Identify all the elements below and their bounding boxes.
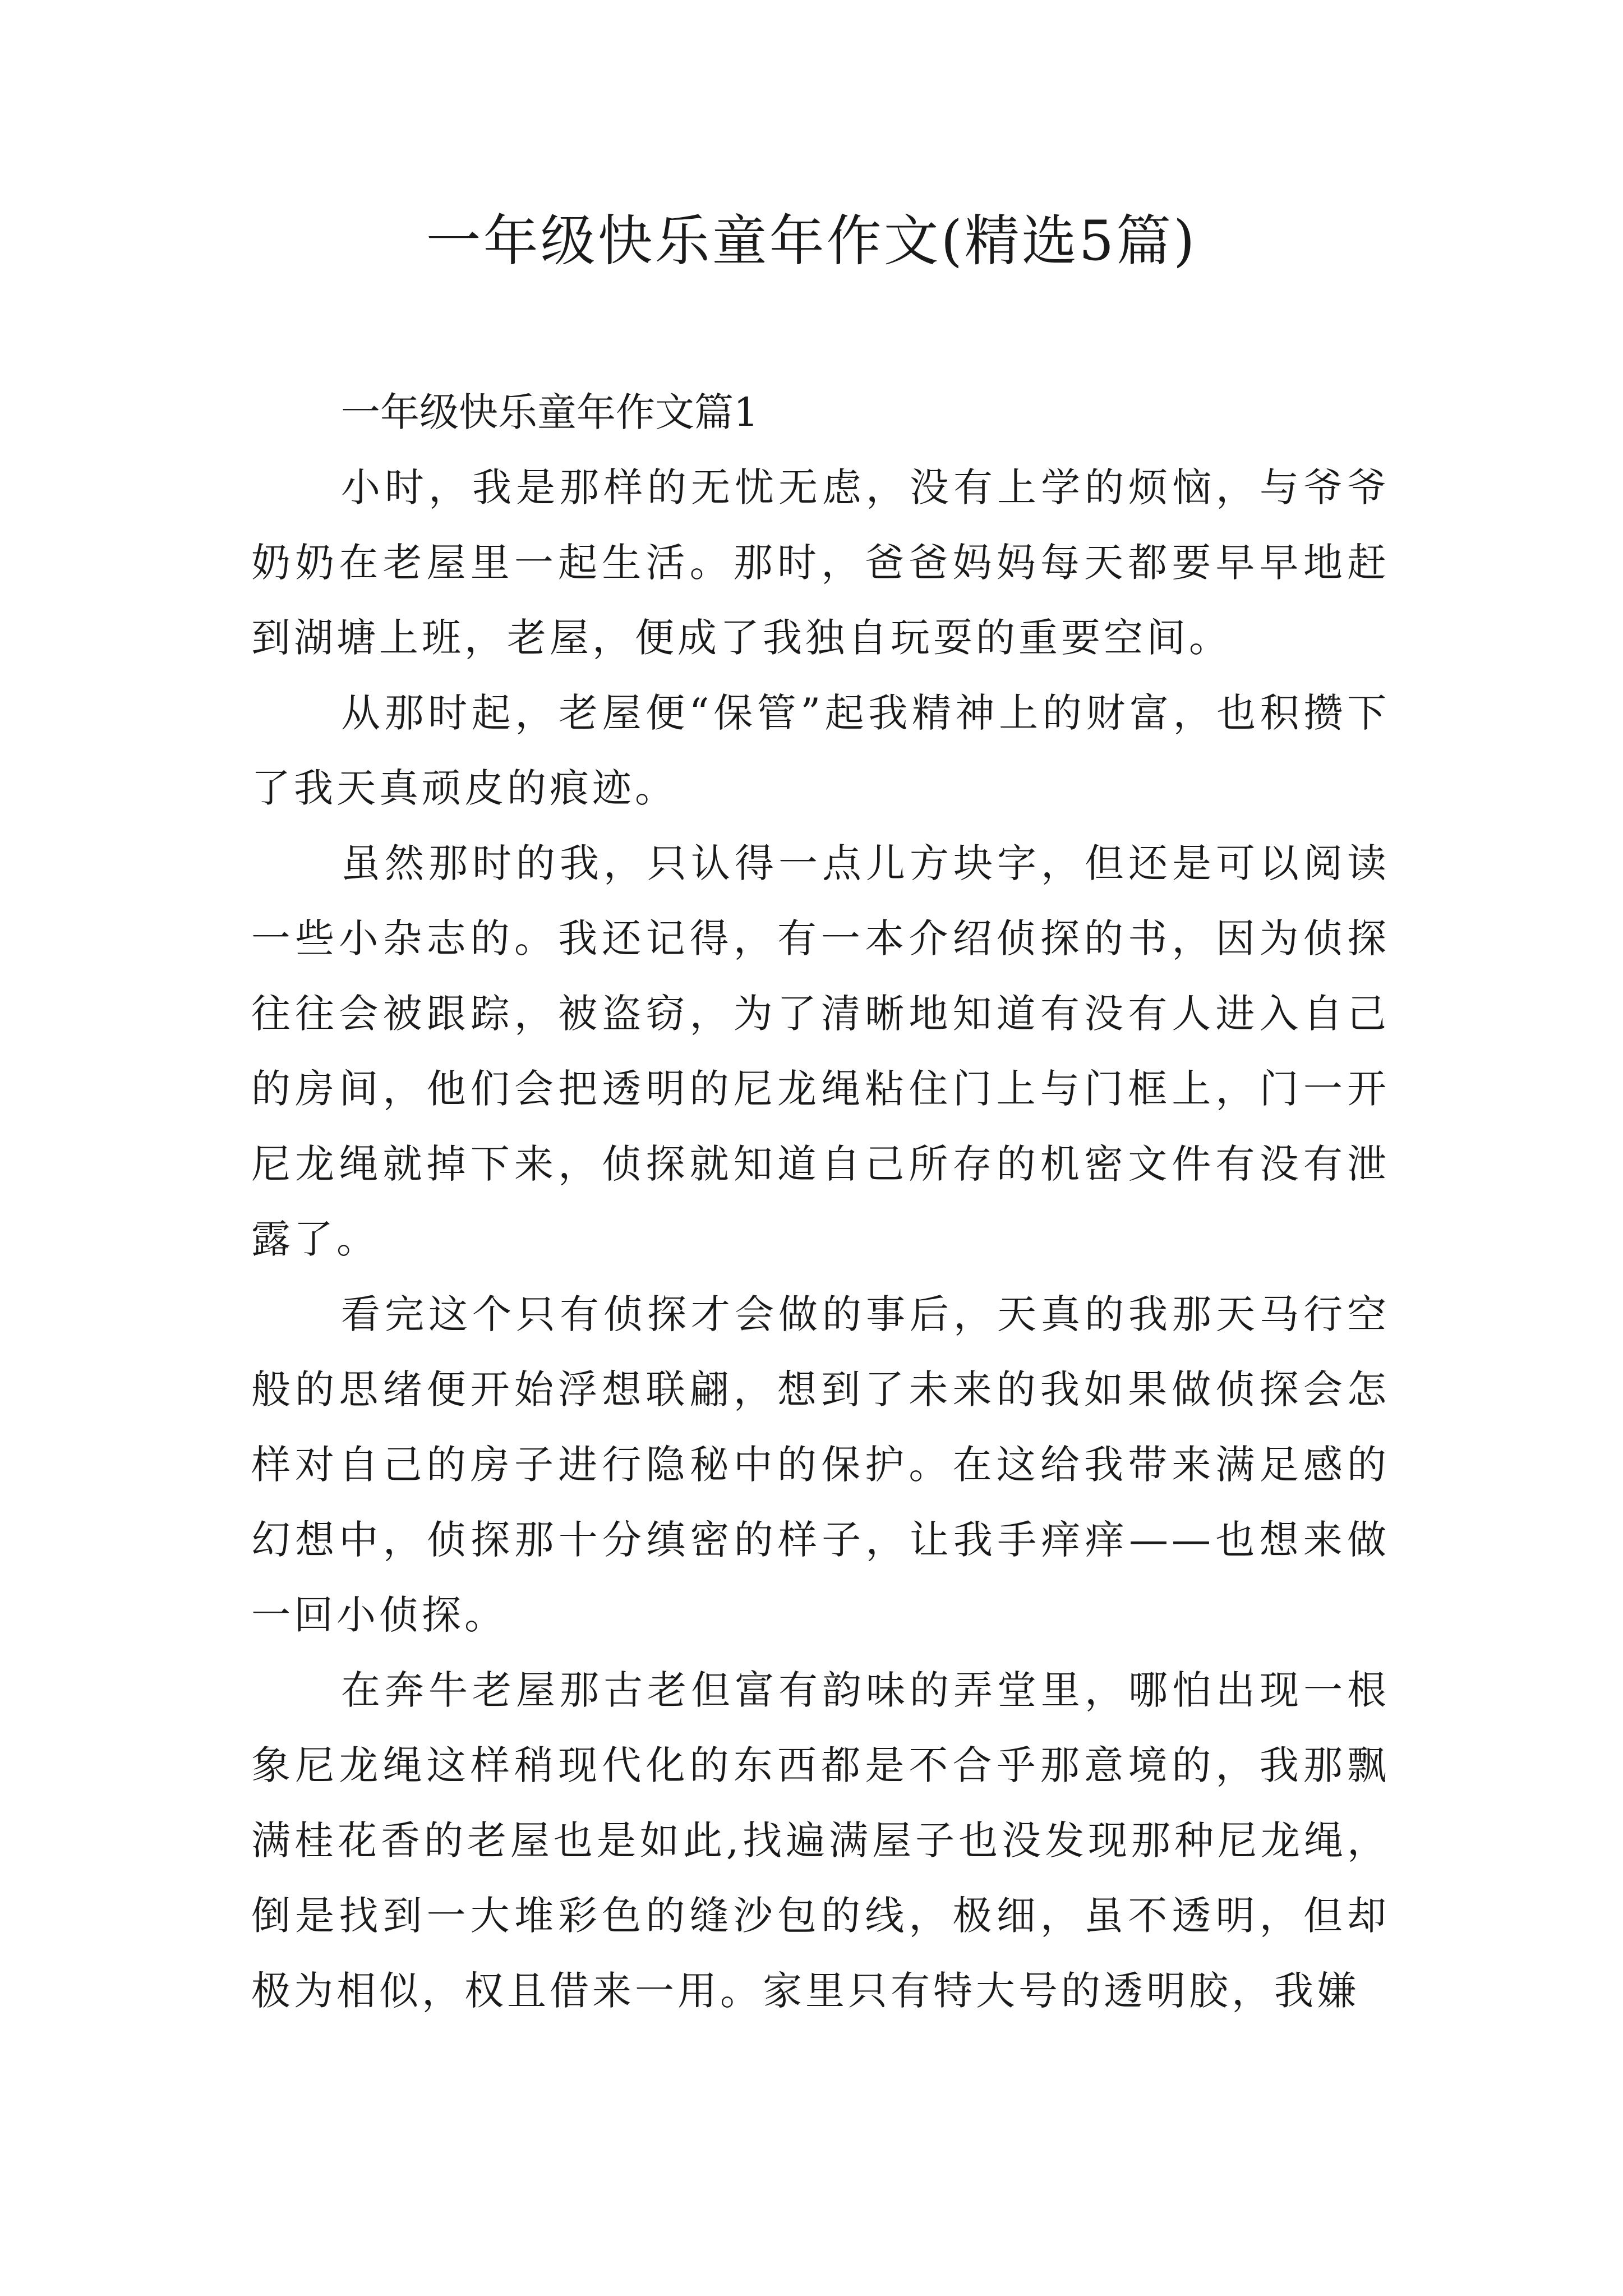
paragraph: 小时，我是那样的无忧无虑，没有上学的烦恼，与爷爷奶奶在老屋里一起生活。那时，爸爸妈妈每天都要早早地赶到湖塘上班，老屋，便成了我独自玩耍的重要空间。 — [251, 464, 1390, 661]
document-body — [251, 337, 1390, 2028]
paragraph: 在奔牛老屋那古老但富有韵味的弄堂里，哪怕出现一根象尼龙绳这样稍现代化的东西都是不合乎那意境的，我那飘满桂花香的老屋也是如此,找遍满屋子也没发现那种尼龙绳，倒是找到一大堆彩色的缝沙包的线，极细，虽不透明，但却极为相似，权且借来一用。家里只有特大号的透明胶，我嫌 — [251, 1667, 1390, 2014]
paragraph: 从那时起，老屋便“保管”起我精神上的财富，也积攒下了我天真顽皮的痕迹。 — [251, 690, 1390, 811]
document-title: 一年级快乐童年作文(精选5篇) — [426, 209, 1197, 273]
paragraph: 虽然那时的我，只认得一点儿方块字，但还是可以阅读一些小杂志的。我还记得，有一本介绍侦探的书，因为侦探往往会被跟踪，被盗窃，为了清晰地知道有没有人进入自己的房间，他们会把透明的尼龙绳粘住门上与门框上，门一开尼龙绳就掉下来，侦探就知道自己所存的机密文件有没有泄露了。 — [251, 840, 1390, 1262]
paragraph: 看完这个只有侦探才会做的事后，天真的我那天马行空般的思绪便开始浮想联翩，想到了未来的我如果做侦探会怎样对自己的房子进行隐秘中的保护。在这给我带来满足感的幻想中，侦探那十分缜密的样子，让我手痒痒——也想来做一回小侦探。 — [251, 1291, 1390, 1638]
section-heading: 一年级快乐童年作文篇1 — [341, 389, 759, 435]
